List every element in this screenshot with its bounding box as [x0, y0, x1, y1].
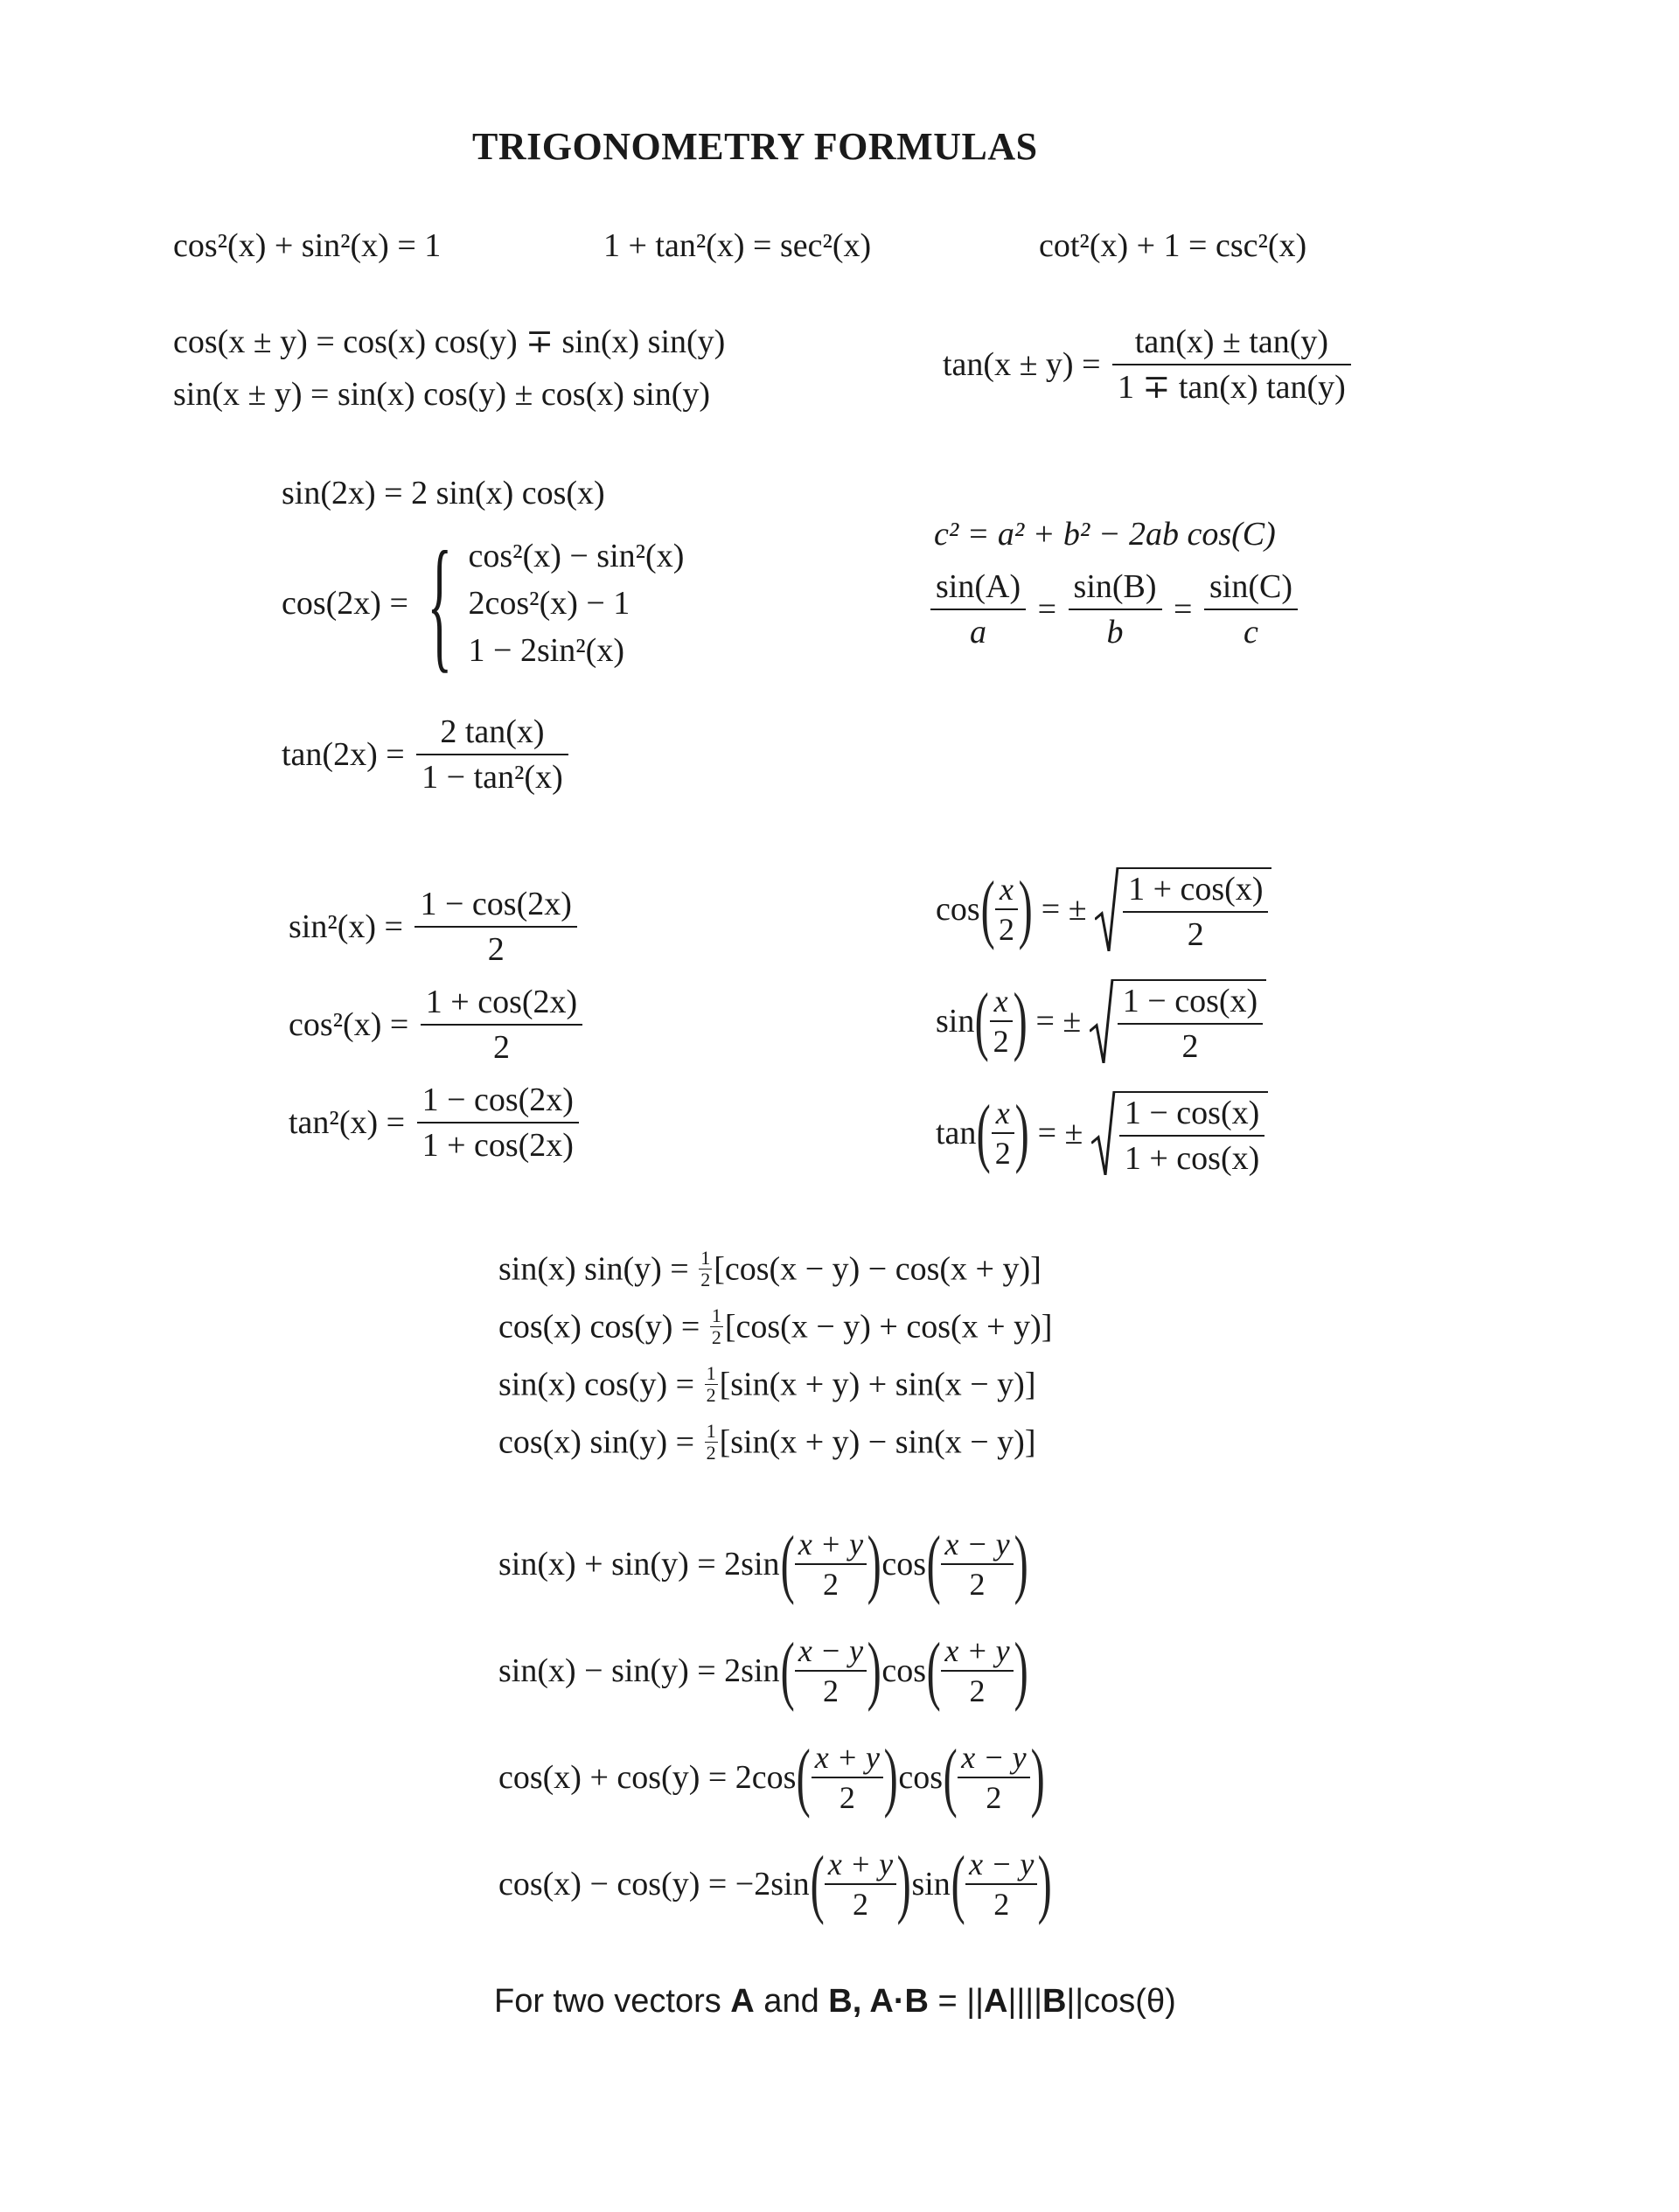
sin-half-num: 1 − cos(x) [1118, 984, 1263, 1025]
product-to-sum-2 [498, 1306, 1052, 1347]
stp-den: 2 [993, 1887, 1010, 1922]
law-of-cosines: c² = a² + b² − 2ab cos(C) [934, 516, 1276, 553]
stp-lhs: cos(x) − cos(y) = −2sin [498, 1866, 810, 1902]
plus-minus: = ± [1035, 1003, 1082, 1040]
stp-arg-b: x − y [965, 1848, 1037, 1885]
stp-fn2: cos [881, 1652, 927, 1689]
tan-squared-den: 1 + cos(2x) [421, 1127, 574, 1164]
stp-den: 2 [969, 1567, 986, 1602]
page-title: TRIGONOMETRY FORMULAS [472, 125, 1038, 168]
one-half-num: 1 [700, 1247, 711, 1269]
cos-double-case-2: 2cos²(x) − 1 [468, 585, 630, 622]
cos-double-cases [469, 532, 685, 674]
vector-text-3: = || [928, 1983, 985, 2020]
sine-ratio-a-num: sin(A) [930, 570, 1026, 610]
sin-squared-den: 2 [487, 931, 505, 968]
tan-squared-num: 1 − cos(2x) [417, 1083, 579, 1123]
cos-half-num: 1 + cos(x) [1123, 873, 1268, 913]
one-half-num: 1 [711, 1304, 721, 1326]
sqrt-icon [1091, 1091, 1116, 1175]
sum-to-product-4: cos(x) − cos(y) = −2sin( $\frac{x + y}{2}$ )sin( $\frac{x - y}{2}$ ) [498, 1841, 1053, 1926]
vector-text-5: ||cos(θ) [1066, 1983, 1176, 2020]
one-half-den: 2 [706, 1442, 716, 1464]
tan-squared-lhs: tan²(x) = [289, 1104, 406, 1141]
sin-double-angle: sin(2x) = 2 sin(x) cos(x) [282, 475, 605, 511]
one-half-den: 2 [711, 1326, 721, 1348]
half-den: 2 [998, 912, 1014, 947]
stp-arg-b: x − y [941, 1528, 1013, 1565]
one-half-den: 2 [700, 1269, 711, 1290]
product-to-sum-1 [498, 1249, 1042, 1290]
stp-den: 2 [853, 1887, 869, 1922]
half-num: x [992, 1097, 1014, 1134]
stp-lhs: sin(x) − sin(y) = 2sin [498, 1652, 780, 1689]
stp-fn2: cos [881, 1546, 927, 1582]
product-lhs: sin(x) sin(y) = [498, 1250, 689, 1288]
cos-squared-formula [289, 985, 586, 1064]
left-brace-icon: { [427, 521, 453, 685]
stp-lhs: cos(x) + cos(y) = 2cos [498, 1759, 797, 1796]
vector-b-norm: B [1042, 1983, 1067, 2020]
sin-sum-formula: sin(x ± y) = sin(x) cos(y) ± cos(x) sin(y) [173, 376, 711, 413]
cos-squared-den: 2 [493, 1029, 510, 1066]
product-rhs: [sin(x + y) − sin(x − y)] [719, 1423, 1036, 1461]
tan-double-numerator: 2 tan(x) [416, 715, 568, 755]
stp-fn2: sin [911, 1866, 951, 1902]
one-half-num: 1 [706, 1362, 716, 1384]
pythagorean-identity-2: 1 + tan²(x) = sec²(x) [603, 227, 872, 264]
cos-squared-num: 1 + cos(2x) [421, 985, 582, 1026]
sin-squared-num: 1 − cos(2x) [415, 887, 576, 928]
stp-arg-a: x + y [795, 1528, 867, 1565]
law-of-sines [927, 570, 1301, 649]
cos-double-lhs: cos(2x) = [282, 585, 408, 622]
stp-den: 2 [839, 1780, 855, 1815]
one-half-num: 1 [706, 1420, 716, 1442]
cos-double-case-1: cos²(x) − sin²(x) [468, 538, 685, 574]
half-den: 2 [993, 1024, 1009, 1059]
sin-squared-formula [289, 887, 581, 966]
tan-sum-formula [943, 325, 1355, 404]
tan-half-num: 1 − cos(x) [1119, 1096, 1264, 1137]
tan-double-denominator: 1 − tan²(x) [421, 759, 563, 796]
product-lhs: cos(x) sin(y) = [498, 1423, 695, 1461]
cos-half-den: 2 [1187, 916, 1204, 953]
tan-half-den: 1 + cos(x) [1124, 1140, 1260, 1177]
sin-squared-lhs: sin²(x) = [289, 908, 403, 945]
tan-double-angle [282, 715, 572, 794]
tan-sum-denominator: 1 ∓ tan(x) tan(y) [1118, 369, 1346, 406]
equals-sign: = [1037, 591, 1057, 628]
one-half-den: 2 [706, 1384, 716, 1406]
stp-arg-a: x + y [825, 1848, 896, 1885]
stp-den: 2 [969, 1673, 986, 1708]
tan-sum-lhs: tan(x ± y) = [943, 346, 1101, 383]
pythagorean-identity-3: cot²(x) + 1 = csc²(x) [1039, 227, 1307, 264]
product-rhs: [sin(x + y) + sin(x − y)] [719, 1366, 1036, 1403]
stp-den: 2 [986, 1780, 1002, 1815]
pythagorean-identity-1: cos²(x) + sin²(x) = 1 [173, 227, 442, 264]
cos-double-case-3: 1 − 2sin²(x) [468, 632, 624, 669]
sqrt-icon [1095, 867, 1119, 951]
product-lhs: cos(x) cos(y) = [498, 1308, 700, 1346]
tan-label: tan [936, 1115, 977, 1151]
cos-squared-lhs: cos²(x) = [289, 1006, 409, 1043]
vector-text-1: For two vectors [494, 1983, 731, 2020]
plus-minus: = ± [1037, 1115, 1083, 1151]
vector-dot-product [494, 1983, 1176, 2021]
cos-half-angle: cos( $\frac{x}{2}$ ) = ± $\frac{1 + \cos(x)}{2}$ [936, 867, 1271, 951]
vector-a-norm: A [984, 1983, 1008, 2020]
tan-half-angle: tan( $\frac{x}{2}$ ) = ± $\frac{1 - \cos(x)}{1 + \cos(x)}$ [936, 1091, 1268, 1175]
stp-lhs: sin(x) + sin(y) = 2sin [498, 1546, 780, 1582]
vector-text-2: and [754, 1983, 829, 2020]
vector-a: A [730, 1983, 755, 2020]
product-rhs: [cos(x − y) − cos(x + y)] [714, 1250, 1042, 1288]
sine-ratio-a-den: a [970, 614, 987, 650]
sum-to-product-3: cos(x) + cos(y) = 2cos( $\frac{x + y}{2}$ )cos( $\frac{x - y}{2}$ ) [498, 1735, 1045, 1819]
half-den: 2 [994, 1136, 1011, 1171]
half-num: x [990, 985, 1013, 1022]
vector-b-dot: B, A·B [828, 1983, 929, 2020]
equals-sign: = [1174, 591, 1193, 628]
product-to-sum-4 [498, 1422, 1035, 1463]
cos-label: cos [936, 891, 980, 928]
sine-ratio-c-num: sin(C) [1204, 570, 1298, 610]
sine-ratio-b-den: b [1106, 614, 1124, 650]
sine-ratio-b-num: sin(B) [1069, 570, 1162, 610]
tan-squared-formula [289, 1083, 582, 1162]
product-rhs: [cos(x − y) + cos(x + y)] [724, 1308, 1053, 1346]
stp-arg-a: x + y [812, 1742, 883, 1778]
cos-sum-formula: cos(x ± y) = cos(x) cos(y) ∓ sin(x) sin(y) [173, 323, 726, 360]
sum-to-product-2: sin(x) − sin(y) = 2sin( $\frac{x - y}{2}$ )cos( $\frac{x + y}{2}$ ) [498, 1628, 1028, 1713]
vector-text-4: |||| [1007, 1983, 1042, 2020]
sin-half-den: 2 [1181, 1028, 1199, 1065]
cos-double-angle [282, 521, 685, 685]
half-num: x [995, 873, 1018, 910]
stp-den: 2 [822, 1673, 839, 1708]
product-to-sum-3 [498, 1364, 1035, 1405]
tan-sum-numerator: tan(x) ± tan(y) [1112, 325, 1351, 365]
plus-minus: = ± [1041, 891, 1087, 928]
stp-fn2: cos [898, 1759, 943, 1796]
sine-ratio-c-den: c [1244, 614, 1258, 650]
sqrt-icon [1090, 979, 1114, 1063]
product-lhs: sin(x) cos(y) = [498, 1366, 695, 1403]
sin-label: sin [936, 1003, 975, 1040]
stp-arg-b: x + y [941, 1635, 1013, 1672]
tan-double-lhs: tan(2x) = [282, 736, 405, 773]
stp-den: 2 [822, 1567, 839, 1602]
sum-to-product-1: sin(x) + sin(y) = 2sin( $\frac{x + y}{2}$ )cos( $\frac{x - y}{2}$ ) [498, 1521, 1028, 1606]
sin-half-angle: sin( $\frac{x}{2}$ ) = ± $\frac{1 - \cos(x)}{2}$ [936, 979, 1266, 1063]
stp-arg-b: x − y [958, 1742, 1029, 1778]
stp-arg-a: x − y [795, 1635, 867, 1672]
